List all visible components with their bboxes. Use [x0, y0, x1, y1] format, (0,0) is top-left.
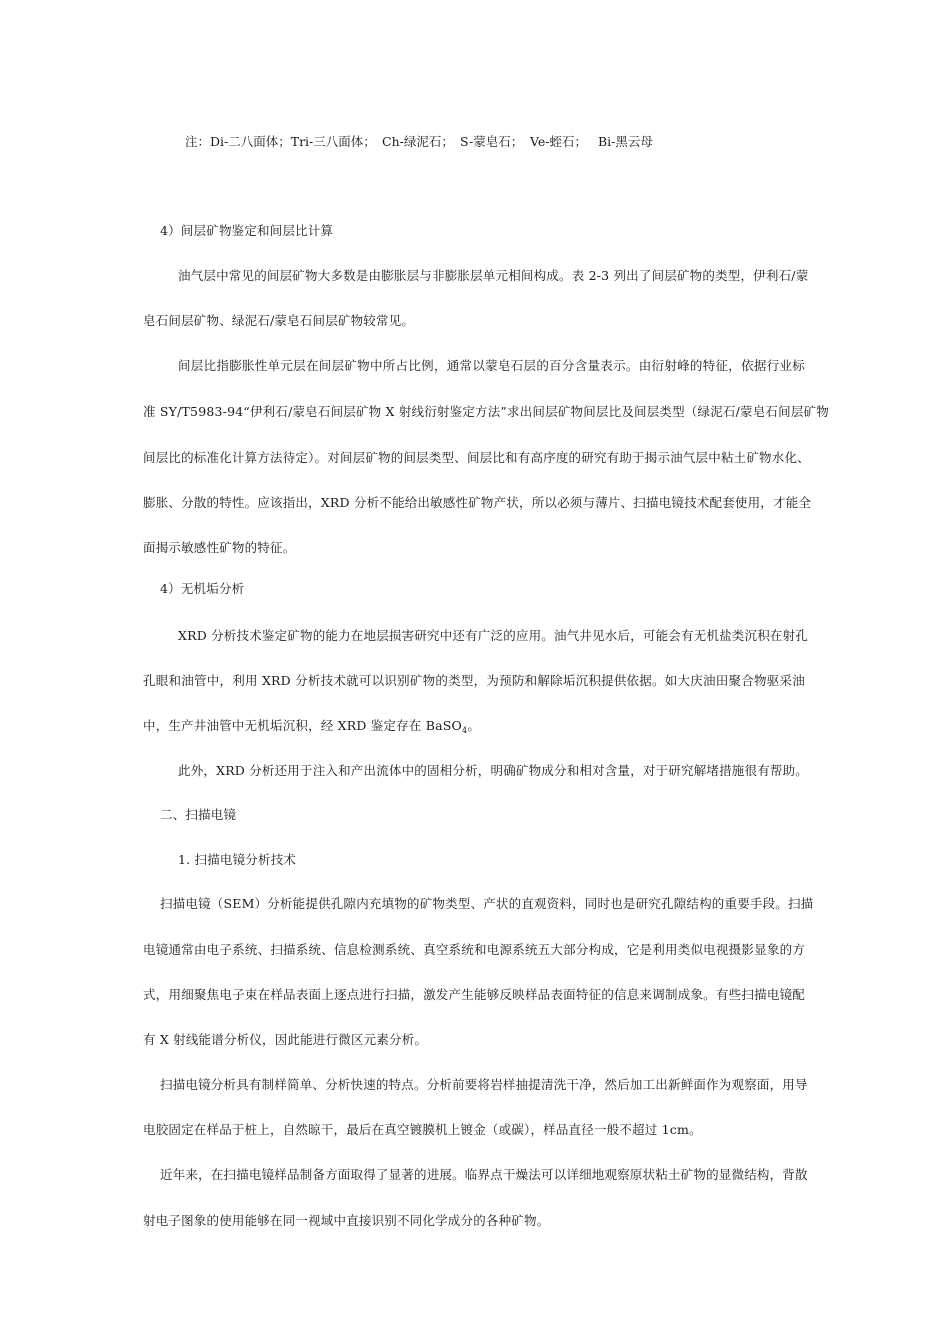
scale-p1-line3-end: 。 — [467, 718, 481, 733]
scale-p1-line2: 孔眼和油管中，利用 XRD 分析技术就可以识别矿物的类型，为预防和解除垢沉积提供依据。如大庆油田聚合物驱采油 — [143, 673, 805, 688]
sem-p1-line1: 扫描电镜（SEM）分析能提供孔隙内充填物的矿物类型、产状的直观资料，同时也是研究孔隙结构的重要手段。扫描 — [160, 896, 814, 911]
scale-p2: 此外，XRD 分析还用于注入和产出流体中的固相分析，明确矿物成分和相对含量，对于研究解堵措施很有帮助。 — [178, 763, 809, 778]
sem-heading: 二、扫描电镜 — [160, 807, 237, 822]
sem-p1-line2: 电镜通常由电子系统、扫描系统、信息检测系统、真空系统和电源系统五大部分构成，它是利用类似电视摄影显象的方 — [143, 942, 805, 957]
scale-p1-line3-text: 中，生产井油管中无机垢沉积，经 XRD 鉴定存在 BaSO — [143, 718, 463, 733]
sem-p3-line2: 射电子图象的使用能够在同一视域中直接识别不同化学成分的各种矿物。 — [143, 1213, 550, 1228]
interlayer-p2-line4: 膨胀、分散的特性。应该指出，XRD 分析不能给出敏感性矿物产状，所以必须与薄片、扫描电镜技术配套使用，才能全 — [143, 495, 812, 510]
interlayer-p1-line1: 油气层中常见的间层矿物大多数是由膨胀层与非膨胀层单元相间构成。表 2-3 列出了间层矿物的类型，伊利石/蒙 — [178, 268, 809, 283]
baso4-subscript: 4 — [462, 726, 468, 735]
scale-p1-line1: XRD 分析技术鉴定矿物的能力在地层损害研究中还有广泛的应用。油气井见水后，可能会有无机盐类沉积在射孔 — [178, 628, 809, 643]
interlayer-p2-line5: 面揭示敏感性矿物的特征。 — [143, 540, 296, 555]
scale-p1-line3 — [143, 718, 480, 734]
sem-p2-line2: 电胶固定在样品于桩上，自然晾干，最后在真空镀膜机上镀金（或碳），样品直径一般不超过 1cm。 — [143, 1122, 702, 1137]
interlayer-p2-line1: 间层比指膨胀性单元层在间层矿物中所占比例，通常以蒙皂石层的百分含量表示。由衍射峰的特征，依据行业标 — [178, 358, 805, 373]
sem-p2-line1: 扫描电镜分析具有制样简单、分析快速的特点。分析前要将岩样抽提清洗干净，然后加工出新鲜面作为观察面，用导 — [160, 1077, 808, 1092]
interlayer-p1-line2: 皂石间层矿物、绿泥石/蒙皂石间层矿物较常见。 — [143, 313, 415, 328]
sem-sub-heading: 1. 扫描电镜分析技术 — [178, 852, 297, 867]
note-ch: Ch-绿泥石； — [382, 134, 454, 149]
note-bi: Bi-黑云母 — [598, 134, 653, 149]
note-prefix: 注：Di-二八面体；Tri-三八面体； — [185, 134, 376, 149]
interlayer-p2-line2: 准 SY/T5983-94“伊利石/蒙皂石间层矿物 X 射线衍射鉴定方法”求出间层矿物间层比及间层类型（绿泥石/蒙皂石间层矿物 — [143, 404, 829, 419]
sem-p1-line4: 有 X 射线能谱分析仪，因此能进行微区元素分析。 — [143, 1032, 428, 1047]
interlayer-heading: 4）间层矿物鉴定和间层比计算 — [160, 223, 334, 238]
sem-p1-line3: 式，用细聚焦电子束在样品表面上逐点进行扫描，激发产生能够反映样品表面特征的信息来调制成象。有些扫描电镜配 — [143, 987, 805, 1002]
interlayer-p2-line3: 间层比的标准化计算方法待定）。对间层矿物的间层类型、间层比和有高序度的研究有助于揭示油气层中粘土矿物水化、 — [143, 450, 810, 465]
note-ve: Ve-蛭石； — [530, 134, 588, 149]
note-s: S-蒙皂石； — [460, 134, 524, 149]
sem-p3-line1: 近年来，在扫描电镜样品制备方面取得了显著的进展。临界点干燥法可以详细地观察原状粘土矿物的显微结构，背散 — [160, 1167, 808, 1182]
scale-heading: 4）无机垢分析 — [160, 581, 245, 596]
